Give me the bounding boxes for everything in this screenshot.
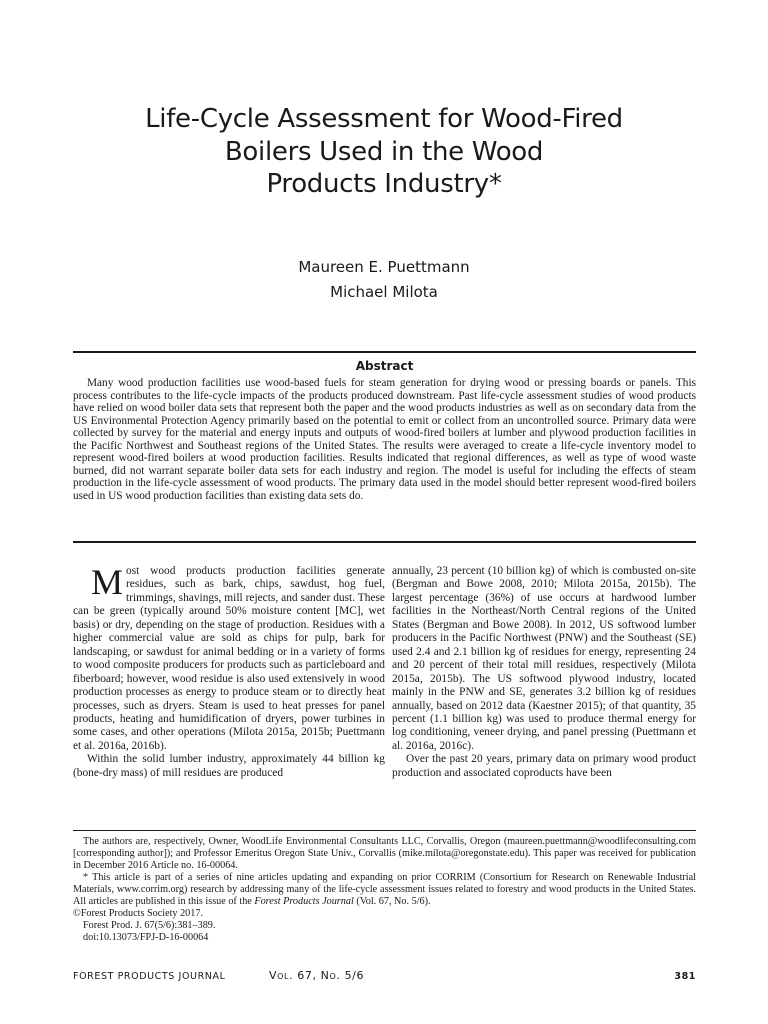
body-paragraph [73, 562, 385, 753]
abstract-top-rule [73, 351, 696, 353]
abstract-heading: Abstract [355, 359, 414, 373]
page-footer [73, 968, 696, 984]
footnote-authors: The authors are, respectively, Owner, WoodLife Environmental Consultants LLC, Corvallis, Oregon (maureen.puettmann@woodlifeconsulting.com [corresponding author]); and Professor Emeritus Oregon State Univ., Corvallis (mike.milota@oregonstate.edu). This paper was received for publication in December 2016 Article no. 16-00064. [73, 836, 696, 871]
doi-line: doi:10.13073/FPJ-D-16-00064 [83, 931, 209, 943]
footer-journal-name: FOREST PRODUCTS JOURNAL [73, 971, 226, 982]
author-list [60, 255, 708, 305]
paragraph-text: ost wood products production facilities generate residues, such as bark, chips, sawdust, hog fuel, trimmings, shavings, mill rejects, and sander dust. These can be green (typically around 50% moisture content [MC], wet basis) or dry, depending on the stage of production. Residues with a higher commercial value are sold as chips for pulp, bark for landscaping, or sawdust for animal bedding or in a variety of forms to wood composite producers for products such as particleboard and fiberboard; however, wood residue is also used extensively in wood production processes as energy to produce steam or to directly heat processes, such as dryers. Steam is used to heat presses for panel products, heating and humidification of dryers, power turbines in some cases, and other operations (Milota 2015a, 2015b; Puettmann et al. 2016a, 2016b). [73, 565, 385, 752]
body-column-right [392, 565, 696, 780]
author-1: Maureen E. Puettmann [298, 258, 470, 276]
footnote-series: * This article is part of a series of nine articles updating and expanding on prior CORRIM (Consortium for Research on Renewable Industrial Materials, www.corrim.org) research by addressing many of the life-cycle assessment issues related to forestry and wood products in the United States. All articles are published in this issue of the Forest Products Journal (Vol. 67, No. 5/6). [73, 871, 696, 907]
footnote-rule [73, 830, 696, 831]
title-line-1: Life-Cycle Assessment for Wood-Fired [145, 104, 623, 134]
body-paragraph: annually, 23 percent (10 billion kg) of which is combusted on-site (Bergman and Bowe 2008, 2010; Milota 2015a, 2015b). The largest percentage (36%) of use occurs at hardwood lumber facilities in the Northeast/North Central regions of the United States (Bergman and Bowe 2008). In 2012, US softwood lumber producers in the Pacific Northwest (PNW) and the Southeast (SE) used 2.4 and 2.1 billion kg of residues for energy, representing 24 and 20 percent of their total mill residues, respectively (Milota 2015a, 2015b). The US softwood plywood industry, located mainly in the PNW and SE, generates 3.2 billion kg of residues annually, based on 2012 data (Kaestner 2015); of that quantity, 35 percent (1.1 billion kg) was used to produce thermal energy for log conditioning, veneer drying, and panel pressing (Puettmann et al. 2016a, 2016c). [392, 565, 696, 752]
body-column-left [73, 562, 385, 780]
abstract-bottom-rule [73, 541, 696, 543]
footer-volume: Vol. 67, No. 5/6 [269, 969, 365, 982]
citation-line: Forest Prod. J. 67(5/6):381–389. [83, 919, 216, 931]
page-number: 381 [674, 971, 696, 982]
body-paragraph: Within the solid lumber industry, approximately 44 billion kg (bone-dry mass) of mill residues are produced [73, 753, 385, 779]
drop-cap: M [91, 562, 124, 602]
author-2: Michael Milota [330, 283, 438, 301]
body-paragraph: Over the past 20 years, primary data on primary wood product production and associated coproducts have been [392, 753, 696, 779]
abstract-text: Many wood production facilities use wood-based fuels for steam generation for drying wood or pressing boards or panels. This process contributes to the life-cycle impacts of the products produced downstream. Past life-cycle assessment studies of wood products have relied on wood boiler data sets that represent both the paper and the wood products industries as well as on secondary data from the US Environmental Protection Agency primarily based on the potential to emit or collect from an uncontrolled source. Primary data were collected by survey for the material and energy inputs and outputs of wood-fired boilers at lumber and plywood production facilities in the Pacific Northwest and Southeast regions of the United States. The results were averaged to create a life-cycle inventory model to represent wood-fired boilers at wood production facilities. Results indicated that regional differences, as well as type of wood waste burned, did not warrant separate boiler data sets for each industry and region. The model is useful for including the effects of steam production in the life-cycle assessment of wood products. The primary data used in the model should better represent wood-fired boilers used in US wood production facilities than existing data sets do. [73, 377, 696, 502]
article-title [60, 103, 708, 201]
title-line-3: Products Industry* [266, 169, 502, 199]
journal-name-italic: Forest Products Journal [254, 895, 354, 907]
footnotes [73, 836, 696, 944]
title-line-2: Boilers Used in the Wood [224, 136, 544, 167]
copyright-line: ©Forest Products Society 2017. [73, 907, 203, 919]
